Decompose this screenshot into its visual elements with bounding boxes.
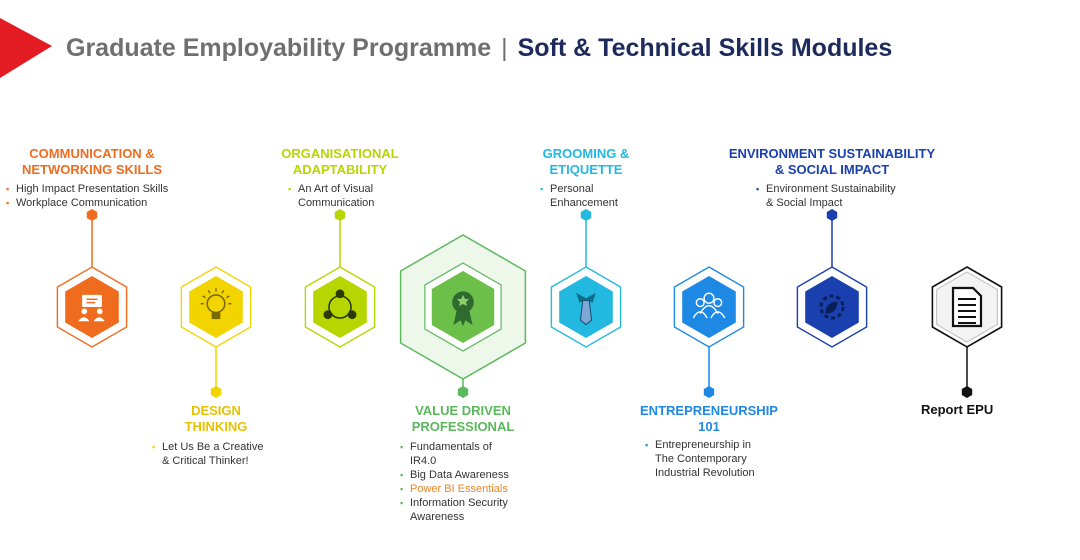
module-org-node (305, 209, 374, 347)
module-comm-items (6, 182, 196, 210)
module-org-item-text: ▪ An Art of Visual (298, 183, 374, 195)
report-dot (962, 386, 972, 398)
header-arrow-accent (0, 18, 52, 78)
module-value-item-text: Awareness (410, 511, 465, 523)
module-comm-item (6, 182, 196, 196)
module-value-node (401, 235, 526, 398)
module-entre-items (645, 438, 805, 480)
module-org-dot (335, 209, 345, 221)
module-org-title (230, 146, 450, 178)
module-design-title (106, 403, 326, 435)
module-value-title (353, 403, 573, 435)
title-sub: Soft & Technical Skills Modules (517, 34, 893, 62)
module-design-node (181, 267, 250, 398)
module-entre-item-text: The Contemporary (655, 453, 747, 465)
report-node (932, 267, 1001, 398)
module-groom-title-line: GROOMING & (542, 146, 630, 161)
module-value-item-text: ▪ Fundamentals of (410, 441, 492, 453)
module-org-title-line: ADAPTABILITY (292, 162, 388, 177)
module-env-dot (827, 209, 837, 221)
module-value-dot (458, 386, 468, 398)
module-design-item-text: & Critical Thinker! (162, 455, 249, 467)
module-value-item-text: ▪ Power BI Essentials (410, 483, 508, 495)
module-value-item (400, 468, 540, 482)
module-groom-item-text: Enhancement (550, 197, 618, 209)
module-org-item-text: Communication (298, 197, 375, 209)
module-value-item-text: IR4.0 (410, 455, 437, 467)
title-separator: | (501, 34, 508, 62)
module-groom-item-text: ▪ Personal (550, 183, 594, 195)
module-env-title-line: & SOCIAL IMPACT (774, 162, 890, 177)
module-value-item-text: ▪ Information Security (410, 497, 508, 509)
module-comm-item-text: ▪ High Impact Presentation Skills (16, 183, 169, 195)
module-org-item (288, 182, 408, 210)
module-comm-title (0, 146, 202, 178)
module-groom-items (540, 182, 650, 210)
module-comm-dot (87, 209, 97, 221)
module-design-title-line: DESIGN (191, 403, 241, 418)
module-env-item (756, 182, 936, 210)
module-entre-item (645, 438, 805, 480)
module-value-items (400, 440, 540, 524)
module-groom-item (540, 182, 650, 210)
module-entre-title (599, 403, 819, 435)
module-entre-title-line: ENTREPRENEURSHIP (640, 403, 778, 418)
module-groom-dot (581, 209, 591, 221)
module-comm-item (6, 196, 196, 210)
award-ribbon-icon (452, 291, 474, 326)
module-org-title-line: ORGANISATIONAL (281, 146, 399, 161)
module-org-items (288, 182, 408, 210)
module-value-title-line: PROFESSIONAL (411, 419, 515, 434)
module-entre-item-text: Industrial Revolution (655, 467, 755, 479)
document-icon (953, 288, 981, 326)
module-entre-node (674, 267, 743, 398)
module-entre-dot (704, 386, 714, 398)
module-groom-title (476, 146, 696, 178)
module-design-item-text: ▪ Let Us Be a Creative (162, 441, 264, 453)
module-comm-title-line: COMMUNICATION & (29, 146, 155, 161)
module-value-title-line: VALUE DRIVEN (415, 403, 511, 418)
module-design-item (152, 440, 302, 468)
module-env-title-line: ENVIRONMENT SUSTAINABILITY (728, 146, 936, 161)
module-env-item-text: ▪ Environment Sustainability (766, 183, 896, 195)
report-label: Report EPU (921, 402, 994, 417)
module-value-item (400, 496, 540, 524)
module-env-items (756, 182, 936, 210)
module-entre-title-line: 101 (698, 419, 720, 434)
module-entre-item-text: ▪ Entrepreneurship in (655, 439, 752, 451)
title-main: Graduate Employability Programme (66, 34, 492, 62)
module-comm-node (57, 209, 126, 347)
module-env-item-text: & Social Impact (766, 197, 843, 209)
module-design-dot (211, 386, 221, 398)
module-comm-item-text: ▪ Workplace Communication (16, 197, 148, 209)
module-value-item-text: ▪ Big Data Awareness (410, 469, 509, 481)
module-groom-title-line: ETIQUETTE (549, 162, 623, 177)
module-env-node (797, 209, 866, 347)
module-comm-title-line: NETWORKING SKILLS (21, 162, 163, 177)
module-env-title (722, 146, 942, 178)
module-groom-node (551, 209, 620, 347)
module-design-title-line: THINKING (184, 419, 248, 434)
module-design-items (152, 440, 302, 468)
module-value-item (400, 482, 540, 496)
module-value-item (400, 440, 540, 468)
